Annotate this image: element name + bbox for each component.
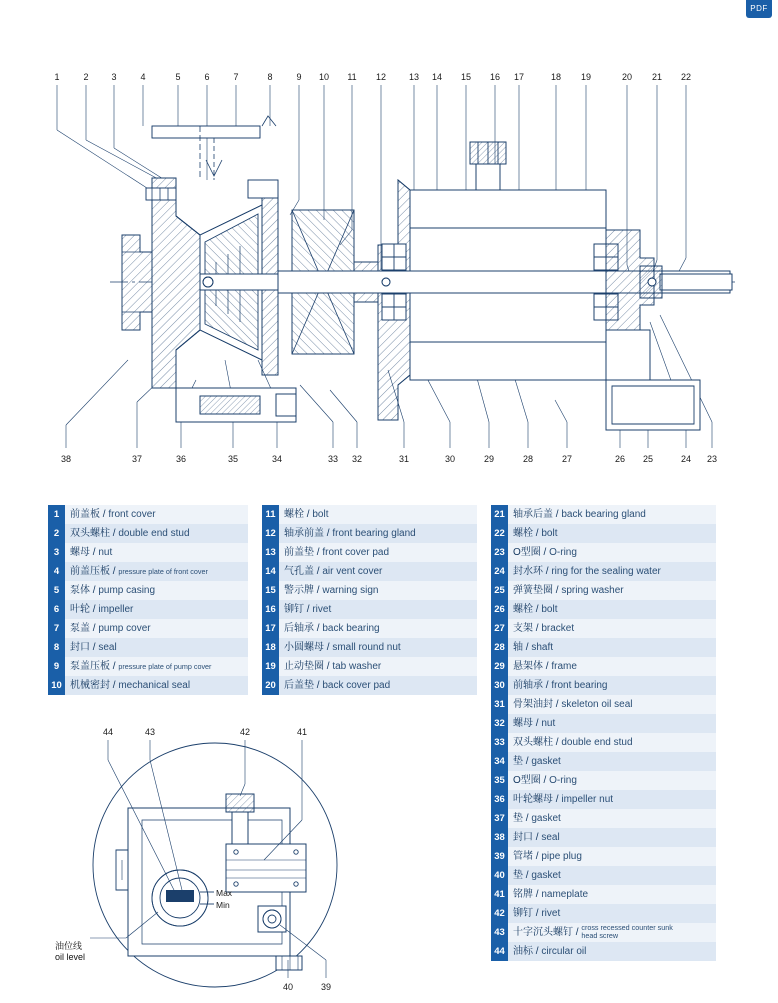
- detail-callout-44: 44: [102, 727, 114, 737]
- legend-num: 33: [491, 733, 508, 752]
- legend-item: [491, 809, 716, 828]
- legend-text: O型圈 / O-ring: [508, 543, 716, 562]
- legend-num: 38: [491, 828, 508, 847]
- legend-num: 12: [262, 524, 279, 543]
- oil-level-label-cn: 油位线: [55, 941, 83, 951]
- legend-item: [491, 923, 716, 942]
- legend-text: 前盖板 / front cover: [65, 505, 248, 524]
- legend-item: [262, 676, 477, 695]
- legend-num: 6: [48, 600, 65, 619]
- legend-num: 18: [262, 638, 279, 657]
- oil-level-label-en: oil level: [55, 952, 86, 962]
- legend-text: 螺栓 / bolt: [279, 505, 477, 524]
- detail-callout-39: 39: [320, 982, 332, 992]
- legend-column-1: [48, 505, 248, 695]
- legend-item: [491, 600, 716, 619]
- legend-text: 骨架油封 / skeleton oil seal: [508, 695, 716, 714]
- legend-num: 28: [491, 638, 508, 657]
- legend-text: 轴承前盖 / front bearing gland: [279, 524, 477, 543]
- legend-item: [48, 619, 248, 638]
- callout-9: 9: [296, 72, 302, 82]
- legend-num: 8: [48, 638, 65, 657]
- legend-item: [491, 866, 716, 885]
- legend-column-2: [262, 505, 477, 695]
- legend-item: [491, 543, 716, 562]
- legend-item: [491, 752, 716, 771]
- legend-item: [491, 505, 716, 524]
- legend-num: 31: [491, 695, 508, 714]
- legend-item: [48, 524, 248, 543]
- legend-item: [262, 619, 477, 638]
- legend-text: 螺栓 / bolt: [508, 600, 716, 619]
- callout-26: 26: [614, 454, 626, 464]
- callout-22: 22: [680, 72, 692, 82]
- legend-text: 铆钉 / rivet: [279, 600, 477, 619]
- legend-text: 铭牌 / nameplate: [508, 885, 716, 904]
- callout-7: 7: [233, 72, 239, 82]
- legend-item: [262, 657, 477, 676]
- callout-8: 8: [267, 72, 273, 82]
- callout-4: 4: [140, 72, 146, 82]
- legend-item: [48, 505, 248, 524]
- legend-num: 2: [48, 524, 65, 543]
- callout-1: 1: [54, 72, 60, 82]
- legend-text: 十字沉头螺钉 / cross recessed counter sunk head screw: [508, 923, 716, 942]
- callout-3: 3: [111, 72, 117, 82]
- callout-27: 27: [561, 454, 573, 464]
- legend-item: [262, 638, 477, 657]
- legend-item: [262, 505, 477, 524]
- corner-badge: PDF: [746, 0, 772, 18]
- legend-num: 7: [48, 619, 65, 638]
- legend-num: 20: [262, 676, 279, 695]
- legend-num: 19: [262, 657, 279, 676]
- legend-text: 警示牌 / warning sign: [279, 581, 477, 600]
- legend-item: [491, 771, 716, 790]
- legend-text: 叶轮螺母 / impeller nut: [508, 790, 716, 809]
- legend-num: 17: [262, 619, 279, 638]
- legend-num: 22: [491, 524, 508, 543]
- legend-column-3: [491, 505, 716, 961]
- legend-item: [491, 714, 716, 733]
- oil-level-label: [55, 941, 85, 963]
- legend-text: 气孔盖 / air vent cover: [279, 562, 477, 581]
- legend-num: 44: [491, 942, 508, 961]
- legend-item: [48, 600, 248, 619]
- callout-23: 23: [706, 454, 718, 464]
- legend-num: 43: [491, 923, 508, 942]
- legend-num: 13: [262, 543, 279, 562]
- callout-2: 2: [83, 72, 89, 82]
- legend-text: 机械密封 / mechanical seal: [65, 676, 248, 695]
- detail-callout-42: 42: [239, 727, 251, 737]
- legend-item: [48, 543, 248, 562]
- legend-text: 止动垫圈 / tab washer: [279, 657, 477, 676]
- legend-item: [491, 695, 716, 714]
- legend-text: 轴承后盖 / back bearing gland: [508, 505, 716, 524]
- callout-16: 16: [489, 72, 501, 82]
- legend-text: 螺母 / nut: [65, 543, 248, 562]
- legend-num: 15: [262, 581, 279, 600]
- legend-text: 垫 / gasket: [508, 809, 716, 828]
- callout-34: 34: [271, 454, 283, 464]
- callout-31: 31: [398, 454, 410, 464]
- callout-12: 12: [375, 72, 387, 82]
- callout-33: 33: [327, 454, 339, 464]
- legend-item: [262, 524, 477, 543]
- callout-37: 37: [131, 454, 143, 464]
- legend-text: 泵盖压板 / pressure plate of pump cover: [65, 657, 248, 676]
- legend-num: 24: [491, 562, 508, 581]
- legend-text: 前盖垫 / front cover pad: [279, 543, 477, 562]
- legend-num: 11: [262, 505, 279, 524]
- legend-item: [491, 619, 716, 638]
- legend-text: 后盖垫 / back cover pad: [279, 676, 477, 695]
- legend-num: 10: [48, 676, 65, 695]
- legend-num: 32: [491, 714, 508, 733]
- legend-item: [491, 638, 716, 657]
- legend-num: 41: [491, 885, 508, 904]
- legend-text: 泵体 / pump casing: [65, 581, 248, 600]
- legend-num: 27: [491, 619, 508, 638]
- legend-text: 垫 / gasket: [508, 866, 716, 885]
- legend-item: [491, 904, 716, 923]
- legend-item: [491, 562, 716, 581]
- legend-num: 23: [491, 543, 508, 562]
- max-label: Max: [216, 888, 233, 898]
- legend-text: 螺栓 / bolt: [508, 524, 716, 543]
- legend-text: 油标 / circular oil: [508, 942, 716, 961]
- legend-text: 封口 / seal: [65, 638, 248, 657]
- legend-text: 叶轮 / impeller: [65, 600, 248, 619]
- legend-num: 16: [262, 600, 279, 619]
- callout-36: 36: [175, 454, 187, 464]
- legend-text: 封口 / seal: [508, 828, 716, 847]
- legend-text: 双头螺柱 / double end stud: [508, 733, 716, 752]
- detail-callout-41: 41: [296, 727, 308, 737]
- legend-num: 26: [491, 600, 508, 619]
- callout-20: 20: [621, 72, 633, 82]
- legend-item: [48, 657, 248, 676]
- legend-item: [491, 790, 716, 809]
- legend-text: 管堵 / pipe plug: [508, 847, 716, 866]
- legend-item: [491, 733, 716, 752]
- legend-item: [491, 847, 716, 866]
- callout-18: 18: [550, 72, 562, 82]
- legend-num: 35: [491, 771, 508, 790]
- callout-32: 32: [351, 454, 363, 464]
- legend-item: [491, 657, 716, 676]
- legend-item: [262, 543, 477, 562]
- legend-text: 悬架体 / frame: [508, 657, 716, 676]
- legend-num: 30: [491, 676, 508, 695]
- min-label: Min: [216, 900, 230, 910]
- legend-num: 5: [48, 581, 65, 600]
- legend-item: [491, 524, 716, 543]
- callout-10: 10: [318, 72, 330, 82]
- callout-28: 28: [522, 454, 534, 464]
- legend-num: 9: [48, 657, 65, 676]
- detail-callout-43: 43: [144, 727, 156, 737]
- legend-num: 21: [491, 505, 508, 524]
- callout-21: 21: [651, 72, 663, 82]
- legend-item: [48, 562, 248, 581]
- legend-text: 前盖压板 / pressure plate of front cover: [65, 562, 248, 581]
- callout-19: 19: [580, 72, 592, 82]
- callout-15: 15: [460, 72, 472, 82]
- legend-item: [491, 581, 716, 600]
- legend-text: 小圆螺母 / small round nut: [279, 638, 477, 657]
- legend-item: [491, 942, 716, 961]
- legend-num: 42: [491, 904, 508, 923]
- legend-num: 3: [48, 543, 65, 562]
- legend-num: 25: [491, 581, 508, 600]
- callout-38: 38: [60, 454, 72, 464]
- legend-num: 39: [491, 847, 508, 866]
- legend-num: 29: [491, 657, 508, 676]
- callout-25: 25: [642, 454, 654, 464]
- main-diagram: [0, 30, 778, 480]
- legend-item: [262, 581, 477, 600]
- callout-5: 5: [175, 72, 181, 82]
- legend-text: O型圈 / O-ring: [508, 771, 716, 790]
- legend-item: [491, 885, 716, 904]
- legend-text: 前轴承 / front bearing: [508, 676, 716, 695]
- callout-17: 17: [513, 72, 525, 82]
- legend-text: 泵盖 / pump cover: [65, 619, 248, 638]
- callout-24: 24: [680, 454, 692, 464]
- legend-item: [262, 600, 477, 619]
- legend-num: 14: [262, 562, 279, 581]
- legend-item: [48, 638, 248, 657]
- legend-num: 34: [491, 752, 508, 771]
- callout-13: 13: [408, 72, 420, 82]
- legend-text: 弹簧垫圈 / spring washer: [508, 581, 716, 600]
- legend-text: 轴 / shaft: [508, 638, 716, 657]
- legend-num: 40: [491, 866, 508, 885]
- legend-item: [48, 676, 248, 695]
- legend-text: 支架 / bracket: [508, 619, 716, 638]
- legend-item: [491, 676, 716, 695]
- legend-num: 4: [48, 562, 65, 581]
- legend-item: [491, 828, 716, 847]
- callout-35: 35: [227, 454, 239, 464]
- callout-14: 14: [431, 72, 443, 82]
- callout-6: 6: [204, 72, 210, 82]
- callout-30: 30: [444, 454, 456, 464]
- callout-11: 11: [347, 72, 357, 82]
- legend-num: 36: [491, 790, 508, 809]
- legend-text: 后轴承 / back bearing: [279, 619, 477, 638]
- legend-item: [262, 562, 477, 581]
- legend-num: 37: [491, 809, 508, 828]
- legend-text: 铆钉 / rivet: [508, 904, 716, 923]
- detail-callout-40: 40: [282, 982, 294, 992]
- legend-text: 封水环 / ring for the sealing water: [508, 562, 716, 581]
- legend-num: 1: [48, 505, 65, 524]
- legend-text: 垫 / gasket: [508, 752, 716, 771]
- callout-29: 29: [483, 454, 495, 464]
- legend-item: [48, 581, 248, 600]
- legend-text: 螺母 / nut: [508, 714, 716, 733]
- legend-text: 双头螺柱 / double end stud: [65, 524, 248, 543]
